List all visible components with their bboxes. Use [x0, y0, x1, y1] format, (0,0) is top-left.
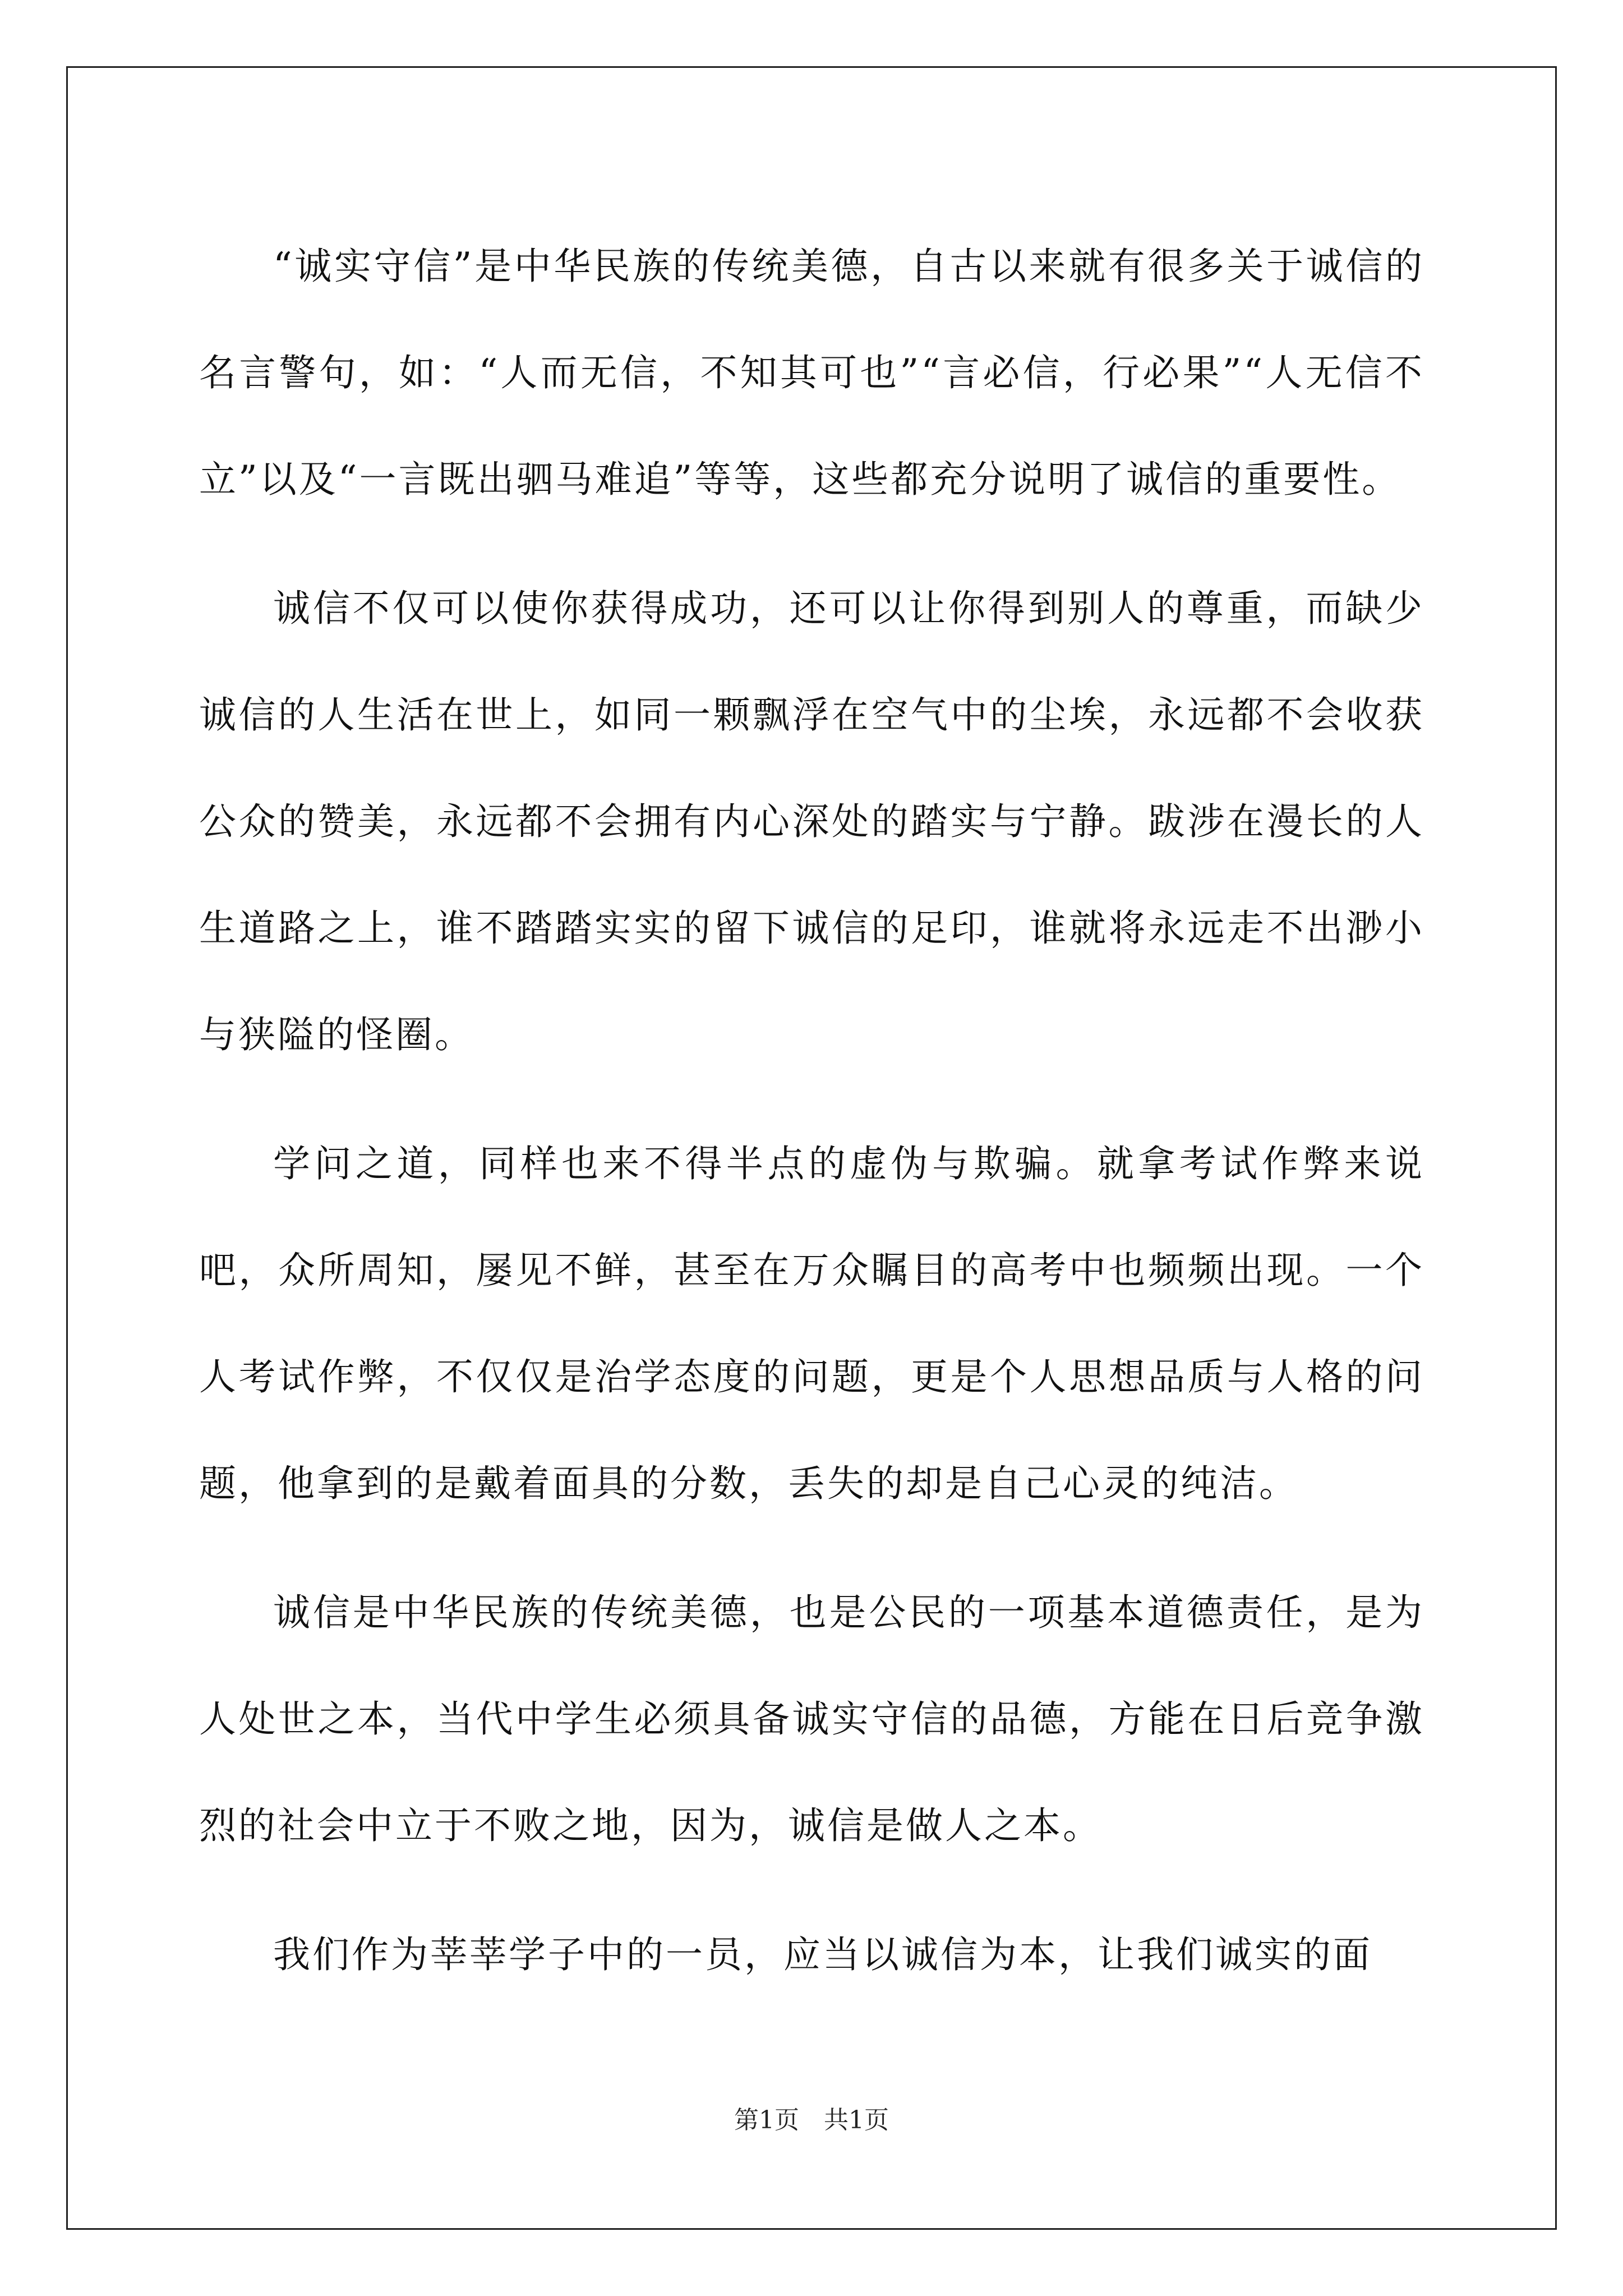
page-number-footer: 第1页 共1页	[734, 2106, 889, 2134]
paragraph-3: 学问之道，同样也来不得半点的虚伪与欺骗。就拿考试作弊来说吧，众所周知，屡见不鲜，甚至在万众瞩目的高考中也频频出现。一个人考试作弊，不仅仅是治学态度的问题，更是个人思想品质与人格的问题，他拿到的是戴着面具的分数，丢失的却是自己心灵的纯洁。	[199, 1142, 1424, 1505]
paragraph-1: “诚实守信”是中华民族的传统美德，自古以来就有很多关于诚信的名言警句，如：“人而无信，不知其可也”“言必信，行必果”“人无信不立”以及“一言既出驷马难追”等等，这些都充分说明了诚信的重要性。	[199, 245, 1424, 501]
paragraph-2: 诚信不仅可以使你获得成功，还可以让你得到别人的尊重，而缺少诚信的人生活在世上，如同一颗飘浮在空气中的尘埃，永远都不会收获公众的赞美，永远都不会拥有内心深处的踏实与宁静。跋涉在漫长的人生道路之上，谁不踏踏实实的留下诚信的足印，谁就将永远走不出渺小与狭隘的怪圈。	[199, 587, 1424, 1056]
paragraph-5: 我们作为莘莘学子中的一员，应当以诚信为本，让我们诚实的面	[273, 1933, 1372, 1976]
paragraph-4: 诚信是中华民族的传统美德，也是公民的一项基本道德责任，是为人处世之本，当代中学生必须具备诚实守信的品德，方能在日后竞争激烈的社会中立于不败之地，因为，诚信是做人之本。	[199, 1591, 1424, 1847]
document-body	[199, 213, 1424, 2031]
